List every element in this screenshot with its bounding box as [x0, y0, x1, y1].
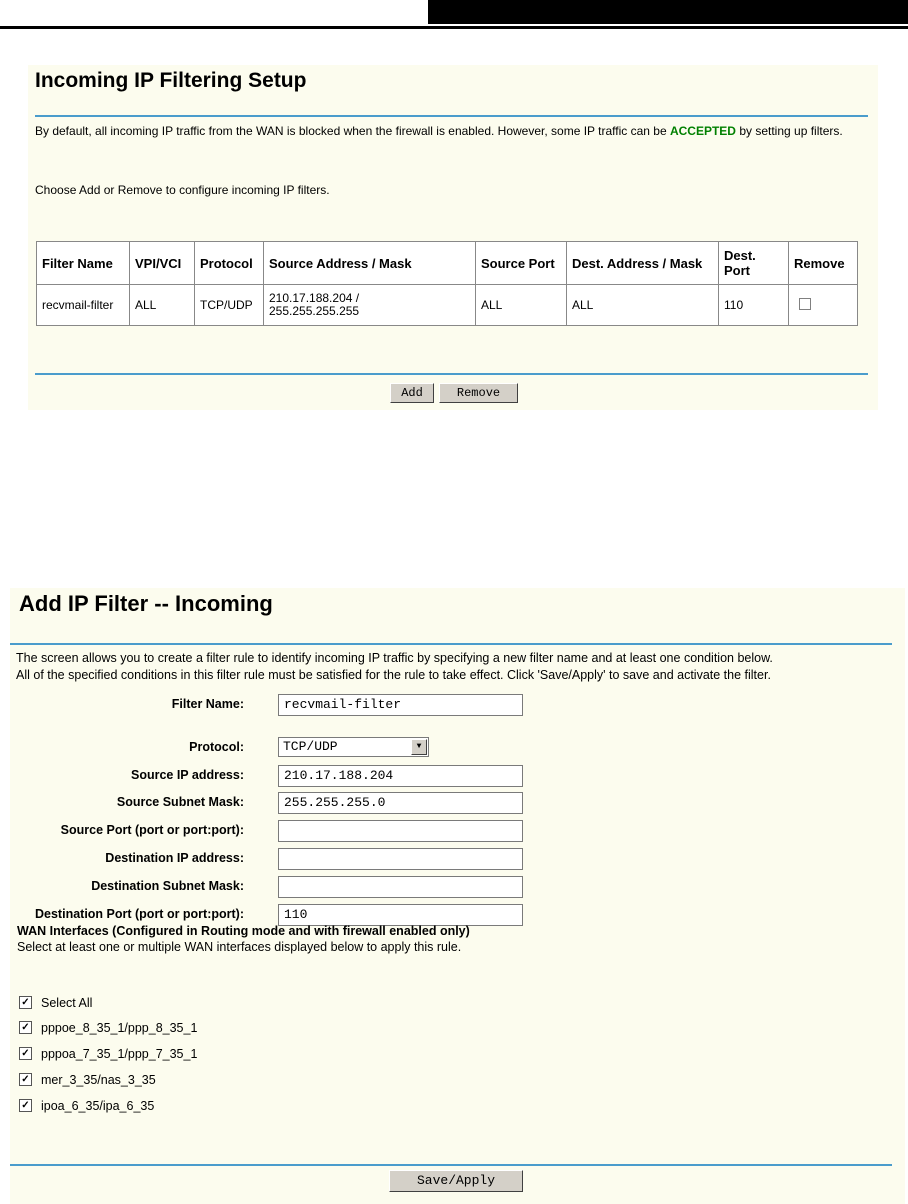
- source-mask-input[interactable]: 255.255.255.0: [278, 792, 523, 814]
- description-line: The screen allows you to create a filter rule to identify incoming IP traffic by specifying a new filter name and at least one condition below.: [16, 651, 773, 665]
- filter-table: [36, 241, 858, 326]
- protocol-select[interactable]: [278, 737, 429, 757]
- column-header: VPI/VCI: [130, 242, 195, 285]
- remove-cell: [789, 285, 858, 326]
- source-mask-label: Source Subnet Mask:: [116, 795, 244, 809]
- description: [16, 650, 901, 684]
- source-port-label: Source Port (port or port:port):: [60, 823, 244, 837]
- source-port-cell: ALL: [476, 285, 567, 326]
- wan-interfaces-heading: WAN Interfaces (Configured in Routing mode and with firewall enabled only): [17, 924, 470, 938]
- wan-item-select-all[interactable]: [19, 996, 92, 1011]
- dest-mask-input[interactable]: [278, 876, 523, 898]
- save-apply-button[interactable]: Save/Apply: [389, 1170, 523, 1192]
- description: [35, 123, 863, 140]
- table-header-row: [37, 242, 858, 285]
- source-ip-label: Source IP address:: [130, 768, 244, 782]
- instructions: Choose Add or Remove to configure incoming IP filters.: [35, 183, 330, 197]
- dest-ip-label: Destination IP address:: [105, 851, 244, 865]
- wan-item[interactable]: [19, 1099, 154, 1114]
- chevron-down-icon[interactable]: ▼: [411, 739, 427, 755]
- description-text-end: by setting up filters.: [735, 124, 843, 138]
- description-text: By default, all incoming IP traffic from the WAN is blocked when the firewall is enabled. However, some IP traffic can be: [35, 124, 670, 138]
- remove-button[interactable]: Remove: [439, 383, 518, 403]
- header-bar: [428, 0, 908, 24]
- source-address-cell: [264, 285, 476, 326]
- wan-checkbox[interactable]: ✓: [19, 1099, 32, 1112]
- wan-checkbox[interactable]: ✓: [19, 1047, 32, 1060]
- incoming-filter-panel: [28, 65, 878, 410]
- protocol-cell: TCP/UDP: [195, 285, 264, 326]
- protocol-label: Protocol:: [189, 740, 244, 754]
- column-header: Dest. Port: [719, 242, 789, 285]
- dest-port-cell: 110: [719, 285, 789, 326]
- table-row: [37, 285, 858, 326]
- wan-interfaces-instructions: Select at least one or multiple WAN interfaces displayed below to apply this rule.: [17, 940, 462, 954]
- dest-ip-input[interactable]: [278, 848, 523, 870]
- column-header: Remove: [789, 242, 858, 285]
- protocol-value: TCP/UDP: [283, 739, 338, 754]
- wan-item-label: mer_3_35/nas_3_35: [41, 1073, 156, 1087]
- source-port-input[interactable]: [278, 820, 523, 842]
- wan-item[interactable]: [19, 1021, 197, 1036]
- accepted-keyword: ACCEPTED: [669, 124, 736, 138]
- source-address: 210.17.188.204 /: [269, 291, 360, 305]
- filter-name-cell: recvmail-filter: [37, 285, 130, 326]
- remove-checkbox[interactable]: [799, 298, 811, 310]
- dest-port-input[interactable]: 110: [278, 904, 523, 926]
- column-header: Dest. Address / Mask: [567, 242, 719, 285]
- select-all-checkbox[interactable]: ✓: [19, 996, 32, 1009]
- wan-item-label: ipoa_6_35/ipa_6_35: [41, 1099, 155, 1113]
- filter-name-label: Filter Name:: [171, 697, 244, 711]
- wan-item[interactable]: [19, 1073, 156, 1088]
- divider: [10, 643, 892, 645]
- add-filter-panel: [10, 588, 905, 1204]
- dest-mask-label: Destination Subnet Mask:: [91, 879, 244, 893]
- vpi-vci-cell: ALL: [130, 285, 195, 326]
- divider: [10, 1164, 892, 1166]
- column-header: Source Port: [476, 242, 567, 285]
- description-line: All of the specified conditions in this filter rule must be satisfied for the rule to take effect. Click 'Save/Apply' to save and activate the filter.: [16, 668, 771, 682]
- column-header: Protocol: [195, 242, 264, 285]
- wan-item-label: Select All: [41, 996, 93, 1010]
- divider: [35, 373, 868, 375]
- page-title: Add IP Filter -- Incoming: [19, 591, 273, 616]
- wan-item-label: pppoa_7_35_1/ppp_7_35_1: [41, 1047, 198, 1061]
- source-mask: 255.255.255.255: [269, 304, 360, 318]
- dest-port-label: Destination Port (port or port:port):: [35, 907, 244, 921]
- source-ip-input[interactable]: 210.17.188.204: [278, 765, 523, 787]
- column-header: Source Address / Mask: [264, 242, 476, 285]
- filter-name-input[interactable]: recvmail-filter: [278, 694, 523, 716]
- dest-address-cell: ALL: [567, 285, 719, 326]
- divider: [35, 115, 868, 117]
- wan-item[interactable]: [19, 1047, 197, 1062]
- header-rule: [0, 26, 908, 29]
- wan-item-label: pppoe_8_35_1/ppp_8_35_1: [41, 1021, 198, 1035]
- wan-checkbox[interactable]: ✓: [19, 1073, 32, 1086]
- add-button[interactable]: Add: [390, 383, 434, 403]
- wan-checkbox[interactable]: ✓: [19, 1021, 32, 1034]
- column-header: Filter Name: [37, 242, 130, 285]
- page-title: Incoming IP Filtering Setup: [35, 69, 307, 92]
